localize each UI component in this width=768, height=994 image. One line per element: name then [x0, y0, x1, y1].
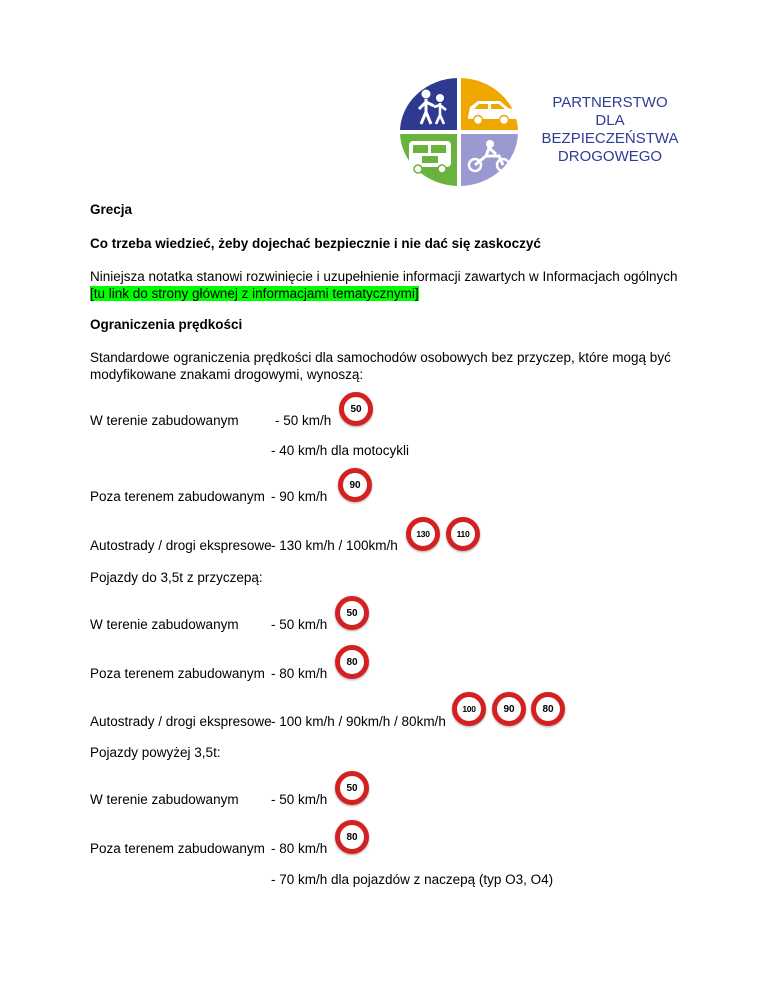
row-label: W terenie zabudowanym — [90, 792, 239, 807]
row-note: - 70 km/h dla pojazdów z naczepą (typ O3, O4) — [271, 872, 554, 887]
logo-line: BEZPIECZEŃSTWA — [541, 130, 679, 147]
speed-sign: 90 — [492, 692, 526, 726]
speed-sign: 130 — [406, 517, 440, 551]
row-label: Poza terenem zabudowanym — [90, 489, 265, 504]
logo-line: PARTNERSTWO — [552, 94, 668, 111]
speed-sign: 80 — [531, 692, 565, 726]
speed-sign: 50 — [339, 392, 373, 426]
section-title: Ograniczenia prędkości — [90, 317, 243, 332]
row-value: - 80 km/h — [271, 841, 328, 856]
intro-text: Niniejsza notatka stanowi rozwinięcie i uzupełnienie informacji zawartych w Informacjach ogólnych — [90, 269, 678, 284]
row-label: Autostrady / drogi ekspresowe — [90, 538, 272, 553]
row-label: W terenie zabudowanym — [90, 617, 239, 632]
speed-sign: 80 — [335, 820, 369, 854]
speed-sign: 80 — [335, 645, 369, 679]
row-value: - 50 km/h — [271, 792, 328, 807]
row-label: Autostrady / drogi ekspresowe — [90, 714, 272, 729]
speed-sign: 50 — [335, 596, 369, 630]
group-heading: Pojazdy do 3,5t z przyczepą: — [90, 570, 263, 585]
heading-subtitle: Co trzeba wiedzieć, żeby dojechać bezpiecznie i nie dać się zaskoczyć — [90, 236, 541, 251]
section-intro: modyfikowane znakami drogowymi, wynoszą: — [90, 367, 364, 382]
speed-sign: 110 — [446, 517, 480, 551]
row-value: - 90 km/h — [271, 489, 328, 504]
row-note: - 40 km/h dla motocykli — [271, 443, 410, 458]
highlighted-link[interactable]: [tu link do strony głównej z informacjami tematycznymi] — [90, 286, 419, 301]
row-label: Poza terenem zabudowanym — [90, 841, 265, 856]
logo-text — [540, 94, 680, 166]
logo-line: DROGOWEGO — [557, 148, 663, 165]
speed-sign: 100 — [452, 692, 486, 726]
section-intro: Standardowe ograniczenia prędkości dla samochodów osobowych bez przyczep, które mogą być — [90, 350, 671, 365]
logo-line: DLA — [595, 112, 625, 129]
logo-graphic — [400, 77, 520, 187]
row-label: W terenie zabudowanym — [90, 413, 239, 428]
group-heading: Pojazdy powyżej 3,5t: — [90, 745, 221, 760]
row-value: - 80 km/h — [271, 666, 328, 681]
row-value: - 50 km/h — [275, 413, 332, 428]
row-value: - 50 km/h — [271, 617, 328, 632]
row-value: - 130 km/h / 100km/h — [271, 538, 398, 553]
intro-link-placeholder[interactable] — [90, 286, 419, 301]
speed-sign: 90 — [338, 468, 372, 502]
row-value: - 100 km/h / 90km/h / 80km/h — [271, 714, 446, 729]
speed-sign: 50 — [335, 771, 369, 805]
heading-country: Grecja — [90, 202, 133, 217]
row-label: Poza terenem zabudowanym — [90, 666, 265, 681]
